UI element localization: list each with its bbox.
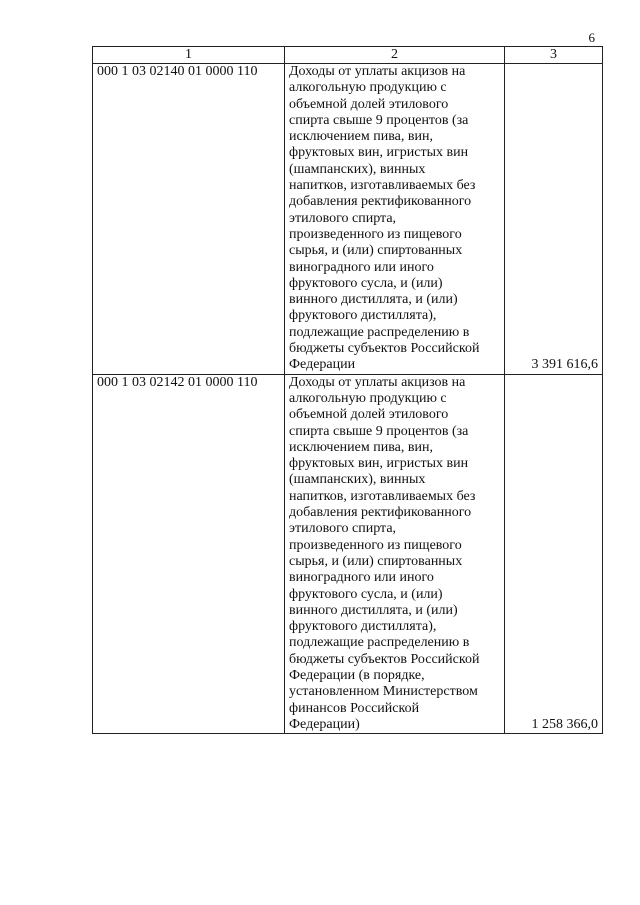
revenue-name-line: бюджеты субъектов Российской bbox=[289, 651, 480, 667]
revenue-name-line: Доходы от уплаты акцизов на bbox=[289, 64, 466, 79]
revenue-name-line: объемной долей этилового bbox=[289, 96, 449, 112]
revenue-name-line: фруктового дистиллята), bbox=[289, 619, 437, 635]
revenue-name-line: фруктового дистиллята), bbox=[289, 308, 437, 324]
revenue-name-line: фруктовых вин, игристых вин bbox=[289, 456, 469, 472]
revenue-name-cell bbox=[285, 374, 505, 734]
revenue-name-line: сырья, и (или) спиртованных bbox=[289, 243, 463, 259]
revenue-name-cell bbox=[285, 64, 505, 375]
table-row bbox=[93, 374, 603, 734]
revenue-name-line: произведенного из пищевого bbox=[289, 226, 462, 242]
revenue-name-line: напитков, изготавливаемых без bbox=[289, 488, 476, 504]
revenue-name-line: установленном Министерством bbox=[289, 684, 478, 700]
budget-code-cell: 000 1 03 02140 01 0000 110 bbox=[93, 64, 285, 375]
column-header-name: 2 bbox=[285, 47, 505, 64]
revenue-name-line: Доходы от уплаты акцизов на bbox=[289, 374, 466, 390]
revenue-name-line: (шампанских), винных bbox=[289, 161, 426, 177]
revenue-name-line: добавления ректификованного bbox=[289, 194, 472, 210]
header-row bbox=[93, 47, 603, 64]
amount-cell: 3 391 616,6 bbox=[505, 64, 603, 375]
revenue-name-line: бюджеты субъектов Российской bbox=[289, 341, 480, 357]
budget-code-cell: 000 1 03 02142 01 0000 110 bbox=[93, 374, 285, 734]
revenue-name-line: Федерации bbox=[289, 357, 356, 373]
revenue-table bbox=[92, 46, 603, 734]
revenue-name-line: напитков, изготавливаемых без bbox=[289, 178, 476, 194]
revenue-name-line: подлежащие распределению в bbox=[289, 635, 470, 651]
revenue-name-line: Федерации (в порядке, bbox=[289, 667, 425, 683]
revenue-name-line: подлежащие распределению в bbox=[289, 324, 470, 340]
revenue-name-line: исключением пива, вин, bbox=[289, 129, 433, 145]
revenue-name-line: сырья, и (или) спиртованных bbox=[289, 553, 463, 569]
revenue-name-line: спирта свыше 9 процентов (за bbox=[289, 423, 469, 439]
amount-cell: 1 258 366,0 bbox=[505, 374, 603, 734]
revenue-name-line: винного дистиллята, и (или) bbox=[289, 292, 458, 308]
revenue-name-line: фруктового сусла, и (или) bbox=[289, 586, 443, 602]
revenue-name-line: виноградного или иного bbox=[289, 570, 434, 586]
revenue-name-line: (шампанских), винных bbox=[289, 472, 426, 488]
column-header-code: 1 bbox=[93, 47, 285, 64]
revenue-name-line: виноградного или иного bbox=[289, 259, 434, 275]
revenue-name-line: фруктового сусла, и (или) bbox=[289, 275, 443, 291]
revenue-name-line: исключением пива, вин, bbox=[289, 439, 433, 455]
table-header bbox=[93, 47, 603, 64]
revenue-name-line: объемной долей этилового bbox=[289, 407, 449, 423]
revenue-name-line: финансов Российской bbox=[289, 700, 420, 716]
revenue-name-line: алкогольную продукцию с bbox=[289, 390, 447, 406]
column-header-amount: 3 bbox=[505, 47, 603, 64]
revenue-name-line: этилового спирта, bbox=[289, 210, 397, 226]
revenue-name-line: алкогольную продукцию с bbox=[289, 80, 447, 96]
revenue-name-line: спирта свыше 9 процентов (за bbox=[289, 112, 469, 128]
page-number: 6 bbox=[588, 30, 595, 45]
revenue-name-line: фруктовых вин, игристых вин bbox=[289, 145, 469, 161]
revenue-name-line: этилового спирта, bbox=[289, 521, 397, 537]
revenue-name-line: винного дистиллята, и (или) bbox=[289, 602, 458, 618]
revenue-name-line: добавления ректификованного bbox=[289, 505, 472, 521]
revenue-name-line: произведенного из пищевого bbox=[289, 537, 462, 553]
table-row bbox=[93, 64, 603, 375]
revenue-name-line: Федерации) bbox=[289, 716, 360, 732]
